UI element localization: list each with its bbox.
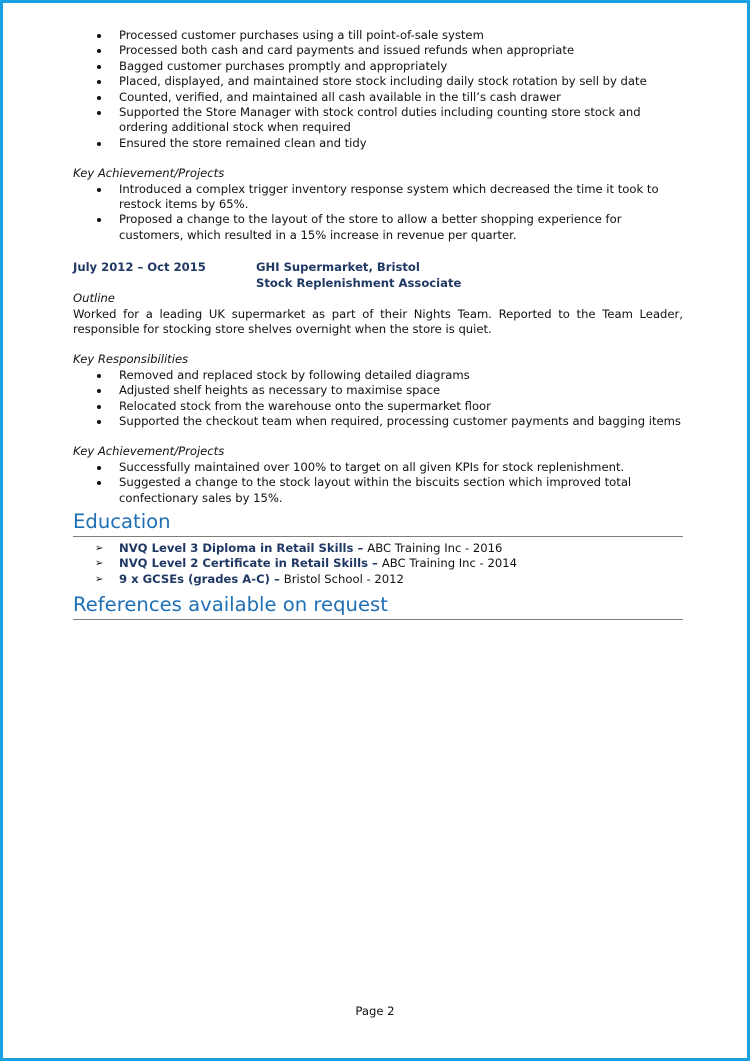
qualification-dash: – (367, 556, 382, 571)
list-item: Bagged customer purchases promptly and appropriately (73, 59, 683, 74)
qualification-name: 9 x GCSEs (grades A-C) (119, 571, 270, 586)
list-item: Successfully maintained over 100% to target on all given KPIs for stock replenishment. (73, 460, 683, 475)
list-item: Introduced a complex trigger inventory response system which decreased the time it took to restock items by 65%. (73, 182, 683, 213)
education-item (73, 541, 683, 556)
qualification-detail: Bristol School - 2012 (283, 571, 404, 586)
list-item: Placed, displayed, and maintained store stock including daily stock rotation by sell by date (73, 74, 683, 89)
qualification-detail: ABC Training Inc - 2016 (367, 540, 503, 555)
list-item: Suggested a change to the stock layout within the biscuits section which improved total confectionary sales by 15%. (73, 475, 683, 506)
second-job-header (73, 260, 683, 291)
list-item: Ensured the store remained clean and tidy (73, 136, 683, 151)
job-employer: GHI Supermarket, Bristol (256, 260, 420, 275)
list-item: Adjusted shelf heights as necessary to maximise space (73, 383, 683, 398)
education-heading: Education (73, 510, 683, 537)
list-item: Proposed a change to the layout of the store to allow a better shopping experience for customers, which resulted in a 15% increase in revenue per quarter. (73, 212, 683, 243)
qualification-name: NVQ Level 2 Certificate in Retail Skills (119, 556, 368, 571)
list-item: Processed customer purchases using a till point-of-sale system (73, 28, 683, 43)
responsibilities-heading: Key Responsibilities (73, 352, 189, 367)
arrow-bullet-icon: ➢ (95, 542, 104, 554)
references-heading: References available on request (73, 593, 683, 620)
list-item: Supported the Store Manager with stock control duties including counting store stock and ordering additional stock when required (73, 105, 683, 136)
list-item: Supported the checkout team when required, processing customer payments and bagging items (73, 414, 683, 429)
qualification-detail: ABC Training Inc - 2014 (381, 556, 517, 571)
second-job-achievements (73, 460, 683, 506)
first-job-responsibilities (73, 28, 683, 151)
second-job-responsibilities (73, 368, 683, 430)
first-job-achievements-heading: Key Achievement/Projects (73, 166, 225, 181)
education-list (73, 541, 683, 587)
qualification-dash: – (353, 540, 368, 555)
second-job-achievements-heading: Key Achievement/Projects (73, 444, 225, 459)
list-item: Processed both cash and card payments and issued refunds when appropriate (73, 43, 683, 58)
first-job-achievements (73, 182, 683, 244)
arrow-bullet-icon: ➢ (95, 573, 104, 585)
list-item: Removed and replaced stock by following detailed diagrams (73, 368, 683, 383)
education-item (73, 572, 683, 587)
outline-heading: Outline (73, 291, 115, 306)
qualification-dash: – (269, 571, 284, 586)
page-number: Page 2 (355, 1004, 395, 1018)
arrow-bullet-icon: ➢ (95, 558, 104, 570)
list-item: Relocated stock from the warehouse onto the supermarket floor (73, 399, 683, 414)
page-content (73, 28, 683, 620)
qualification-name: NVQ Level 3 Diploma in Retail Skills (119, 540, 354, 555)
job-dates: July 2012 – Oct 2015 (73, 260, 206, 275)
education-item (73, 556, 683, 571)
list-item: Counted, verified, and maintained all cash available in the till’s cash drawer (73, 90, 683, 105)
job-title: Stock Replenishment Associate (256, 275, 462, 290)
outline-text: Worked for a leading UK supermarket as part of their Nights Team. Reported to the Team Leader, responsible for stocking store shelves overnight when the store is quiet. (73, 306, 683, 336)
